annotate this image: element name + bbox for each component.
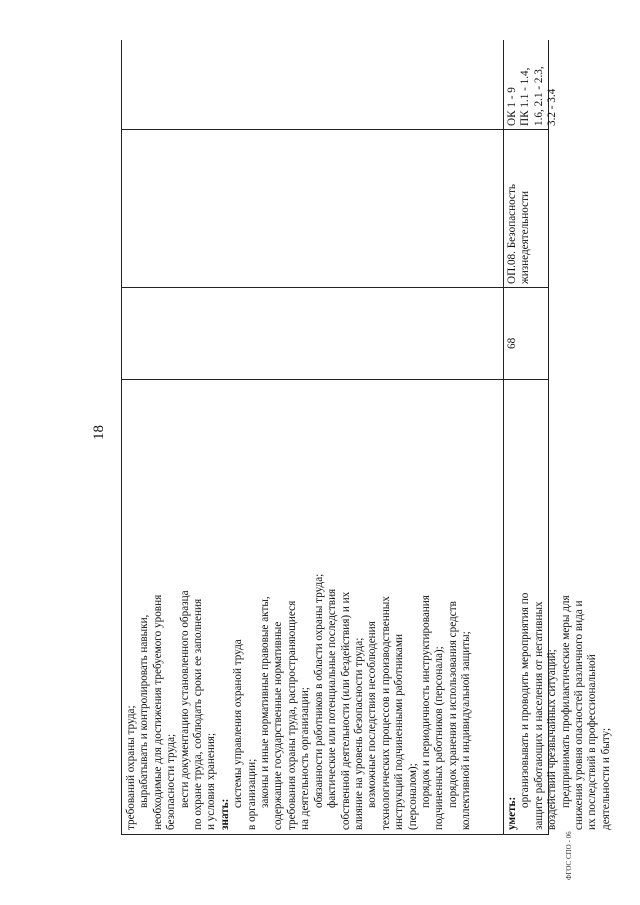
column-divider-3 bbox=[121, 287, 549, 288]
column-divider-4 bbox=[121, 129, 549, 130]
competence-line-1: ОК 1 - 9 bbox=[506, 87, 518, 126]
row2-text-line: организовывать и проводить мероприятия по bbox=[519, 592, 532, 808]
row1-text-line: системы управления охраной труда bbox=[232, 639, 245, 808]
row1-text-line: требований охраны труда; bbox=[125, 705, 137, 830]
row1-text-line: технологических процессов и производственных bbox=[379, 596, 392, 830]
row2-discipline-cell bbox=[506, 134, 546, 284]
row2-text-line: предпринимать профилактические меры для bbox=[559, 595, 572, 808]
row1-text-line: безопасности труда; bbox=[165, 733, 178, 830]
row1-text-line: и условия хранения; bbox=[205, 732, 218, 830]
competence-line-4: 3.2 - 3.4 bbox=[546, 88, 559, 126]
page-number: 18 bbox=[91, 425, 107, 440]
competence-line-3: 1.6, 2.1 - 2.3, bbox=[532, 66, 545, 126]
row1-text-line: на деятельность организации; bbox=[299, 687, 312, 830]
row1-text-line: инструкций подчиненными работниками bbox=[393, 634, 406, 830]
row2-skills-cell bbox=[506, 385, 616, 830]
row2-text-line: воздействий чрезвычайных ситуаций; bbox=[546, 649, 559, 830]
row1-text-line: фактические или потенциальные последствия bbox=[326, 588, 339, 808]
column-divider-1 bbox=[121, 834, 549, 835]
hours-value: 68 bbox=[506, 337, 518, 349]
row1-text-line: требования охраны труда, распространяющиеся bbox=[285, 600, 298, 830]
row1-text-line: содержащие государственные нормативные bbox=[272, 621, 285, 830]
table-border-top bbox=[121, 40, 122, 835]
row1-text-line: возможные последствия несоблюдения bbox=[366, 621, 379, 808]
row2-text-line: снижения уровня опасностей различного вида и bbox=[573, 600, 586, 830]
discipline-line-2: жизнедеятельности bbox=[519, 191, 532, 284]
row1-text-line: (персоналом); bbox=[406, 763, 419, 830]
row1-text-lines bbox=[125, 385, 474, 830]
row2-competence-cell bbox=[506, 40, 566, 126]
row1-text-line: знать: bbox=[218, 798, 231, 830]
row1-text-line: необходимые для достижения требуемого уровня bbox=[151, 594, 164, 830]
row1-text-line: обязанности работников в области охраны труда; bbox=[312, 573, 325, 808]
row-divider bbox=[503, 40, 504, 835]
row1-text-line: в организации; bbox=[245, 758, 258, 830]
row2-text-line: деятельности и быту; bbox=[599, 727, 612, 830]
column-divider-2 bbox=[121, 379, 549, 380]
row1-text-line: влияние на уровень безопасности труда; bbox=[352, 637, 365, 830]
row1-text-line: собственной деятельности (или бездействия) и их bbox=[339, 591, 352, 830]
competence-line-2: ПК 1.1 - 1.4, bbox=[519, 67, 532, 126]
row1-text-line: порядок хранения и использования средств bbox=[446, 601, 459, 808]
row1-text-line: законы и иные нормативные правовые акты, bbox=[259, 596, 272, 808]
row2-text-line: защите работающих и населения от негативных bbox=[532, 601, 545, 830]
footer-label: ФГОС СПО - 06 bbox=[565, 831, 573, 880]
row1-knowledge-cell bbox=[125, 385, 501, 830]
discipline-line-1: ОП.08. Безопасность bbox=[506, 184, 518, 284]
row2-text-lines bbox=[506, 385, 613, 830]
row1-text-line: подчиненных работников (персонала); bbox=[433, 646, 446, 830]
document-page bbox=[45, 0, 612, 880]
row2-hours-cell bbox=[506, 295, 536, 375]
row1-text-line: вести документацию установленного образца bbox=[178, 590, 191, 808]
row1-text-line: вырабатывать и контролировать навыки, bbox=[138, 614, 151, 808]
row2-text-line: их последствий в профессиональной bbox=[586, 654, 599, 830]
row1-text-line: порядок и периодичность инструктирования bbox=[419, 595, 432, 808]
row1-text-line: коллективной и индивидуальной защиты; bbox=[460, 631, 473, 830]
row2-text-line: уметь: bbox=[506, 796, 518, 830]
row1-text-line: по охране труда, соблюдать сроки ее заполнения bbox=[192, 598, 205, 830]
